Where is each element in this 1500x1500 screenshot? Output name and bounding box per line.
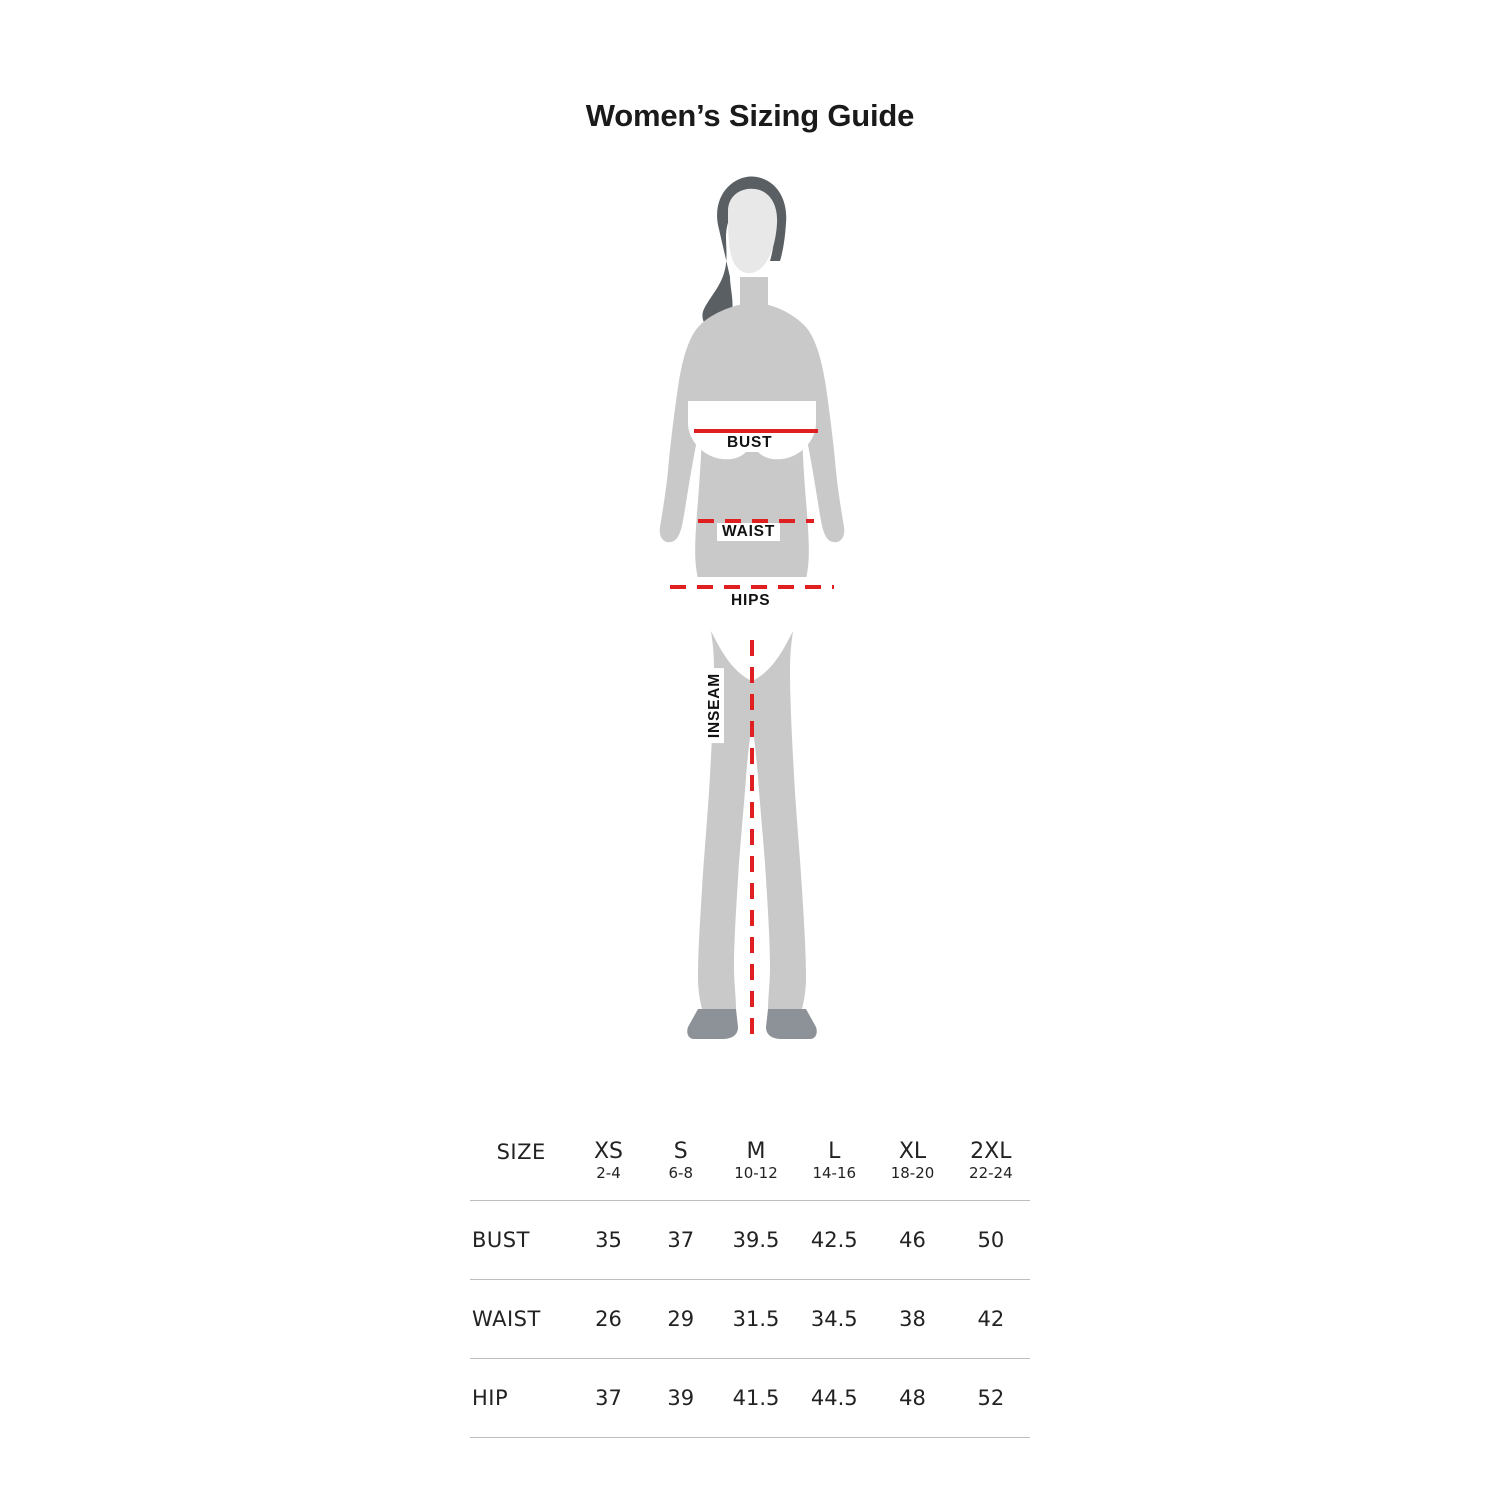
cell-hip-2xl: 52 <box>952 1359 1030 1438</box>
header-m: M <box>746 1139 766 1164</box>
face <box>728 189 777 273</box>
cell-bust-m: 39.5 <box>717 1201 795 1280</box>
cell-hip-m: 41.5 <box>717 1359 795 1438</box>
row-label-hip: HIP <box>470 1359 572 1438</box>
header-xs: XS <box>593 1139 623 1164</box>
hips-label: HIPS <box>726 592 775 610</box>
page-title: Women’s Sizing Guide <box>585 98 915 133</box>
table-header-row <box>470 1120 1030 1164</box>
header-2xl: 2XL <box>970 1139 1012 1164</box>
right-shoe <box>766 1009 817 1039</box>
inseam-label: INSEAM <box>706 668 724 743</box>
subheader-2xl: 22-24 <box>969 1164 1013 1182</box>
row-label-waist: WAIST <box>470 1280 572 1359</box>
header-l: L <box>828 1139 841 1164</box>
cell-waist-s: 29 <box>645 1280 717 1359</box>
body-figure <box>600 165 900 1065</box>
subheader-m: 10-12 <box>734 1164 778 1182</box>
table-row <box>470 1280 1030 1359</box>
cell-hip-xl: 48 <box>873 1359 951 1438</box>
cell-waist-m: 31.5 <box>717 1280 795 1359</box>
cell-hip-xs: 37 <box>572 1359 644 1438</box>
table-row <box>470 1201 1030 1280</box>
cell-bust-xs: 35 <box>572 1201 644 1280</box>
cell-hip-l: 44.5 <box>795 1359 873 1438</box>
subheader-xl: 18-20 <box>890 1164 935 1182</box>
waist-label: WAIST <box>717 523 780 541</box>
header-s: S <box>673 1139 688 1164</box>
row-label-bust: BUST <box>470 1201 572 1280</box>
subheader-xs: 2-4 <box>596 1164 621 1182</box>
size-table <box>470 1120 1030 1438</box>
table-subheader-row <box>470 1164 1030 1201</box>
subheader-s: 6-8 <box>668 1164 693 1182</box>
cell-bust-l: 42.5 <box>795 1201 873 1280</box>
cell-bust-2xl: 50 <box>952 1201 1030 1280</box>
table-row <box>470 1359 1030 1438</box>
subheader-size <box>470 1164 572 1201</box>
cell-waist-l: 34.5 <box>795 1280 873 1359</box>
header-size: SIZE <box>496 1140 546 1164</box>
header-xl: XL <box>898 1139 927 1164</box>
cell-bust-xl: 46 <box>873 1201 951 1280</box>
cell-waist-2xl: 42 <box>952 1280 1030 1359</box>
cell-waist-xs: 26 <box>572 1280 644 1359</box>
subheader-l: 14-16 <box>812 1164 857 1182</box>
cell-waist-xl: 38 <box>873 1280 951 1359</box>
cell-hip-s: 39 <box>645 1359 717 1438</box>
bust-label: BUST <box>722 434 777 452</box>
left-shoe <box>687 1009 738 1039</box>
cell-bust-s: 37 <box>645 1201 717 1280</box>
